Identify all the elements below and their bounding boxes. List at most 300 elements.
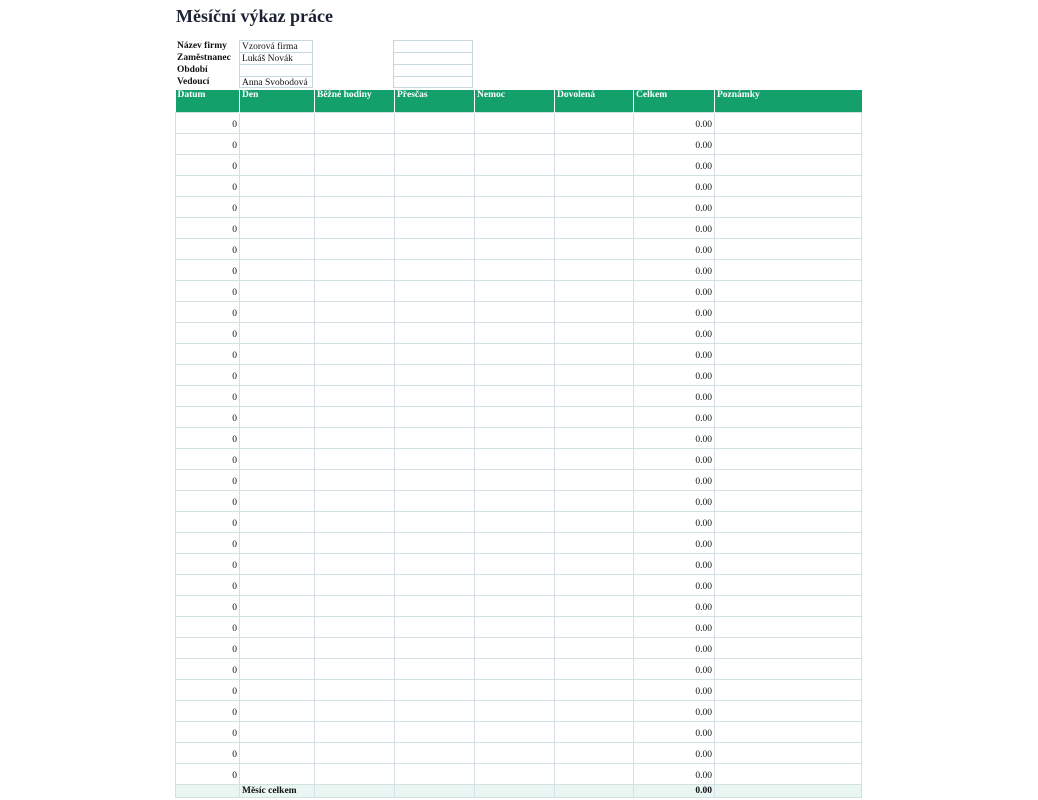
- cell-day[interactable]: [240, 112, 315, 133]
- cell-day[interactable]: [240, 700, 315, 721]
- cell-vacation[interactable]: [555, 196, 634, 217]
- cell-notes[interactable]: [715, 112, 862, 133]
- cell-regular-hours[interactable]: [315, 763, 395, 784]
- total-cell-sick: [475, 784, 555, 797]
- cell-total[interactable]: 0.00: [634, 490, 715, 511]
- cell-total[interactable]: 0.00: [634, 553, 715, 574]
- cell-sick[interactable]: [475, 322, 555, 343]
- cell-sick[interactable]: [475, 406, 555, 427]
- cell-notes[interactable]: [715, 238, 862, 259]
- cell-total[interactable]: 0.00: [634, 469, 715, 490]
- cell-overtime[interactable]: [395, 469, 475, 490]
- cell-sick[interactable]: [475, 238, 555, 259]
- cell-vacation[interactable]: [555, 763, 634, 784]
- cell-date[interactable]: 0: [176, 175, 240, 196]
- cell-total[interactable]: 0.00: [634, 217, 715, 238]
- cell-sick[interactable]: [475, 616, 555, 637]
- page-title: Měsíční výkaz práce: [176, 6, 333, 26]
- cell-total[interactable]: 0.00: [634, 679, 715, 700]
- cell-regular-hours[interactable]: [315, 532, 395, 553]
- cell-sick[interactable]: [475, 700, 555, 721]
- cell-date[interactable]: 0: [176, 385, 240, 406]
- cell-day[interactable]: [240, 490, 315, 511]
- cell-total[interactable]: 0.00: [634, 238, 715, 259]
- cell-sick[interactable]: [475, 427, 555, 448]
- cell-date[interactable]: 0: [176, 301, 240, 322]
- cell-vacation[interactable]: [555, 364, 634, 385]
- cell-overtime[interactable]: [395, 112, 475, 133]
- cell-notes[interactable]: [715, 700, 862, 721]
- cell-regular-hours[interactable]: [315, 301, 395, 322]
- table-row: [176, 595, 862, 616]
- cell-notes[interactable]: [715, 406, 862, 427]
- cell-day[interactable]: [240, 427, 315, 448]
- cell-date[interactable]: 0: [176, 595, 240, 616]
- cell-notes[interactable]: [715, 385, 862, 406]
- cell-total[interactable]: 0.00: [634, 763, 715, 784]
- cell-regular-hours[interactable]: [315, 133, 395, 154]
- cell-overtime[interactable]: [395, 595, 475, 616]
- total-cell-date: [176, 784, 240, 797]
- cell-date[interactable]: 0: [176, 259, 240, 280]
- cell-overtime[interactable]: [395, 616, 475, 637]
- table-row: [176, 154, 862, 175]
- cell-vacation[interactable]: [555, 112, 634, 133]
- cell-sick[interactable]: [475, 196, 555, 217]
- company-name-field[interactable]: Vzorová firma: [239, 40, 313, 52]
- cell-day[interactable]: [240, 742, 315, 763]
- cell-vacation[interactable]: [555, 385, 634, 406]
- cell-vacation[interactable]: [555, 217, 634, 238]
- info-extra-cell[interactable]: [393, 76, 473, 88]
- cell-day[interactable]: [240, 721, 315, 742]
- cell-total[interactable]: 0.00: [634, 721, 715, 742]
- cell-vacation[interactable]: [555, 658, 634, 679]
- table-row: [176, 700, 862, 721]
- cell-day[interactable]: [240, 448, 315, 469]
- cell-date[interactable]: 0: [176, 343, 240, 364]
- cell-overtime[interactable]: [395, 721, 475, 742]
- cell-total[interactable]: 0.00: [634, 574, 715, 595]
- cell-date[interactable]: 0: [176, 679, 240, 700]
- cell-vacation[interactable]: [555, 679, 634, 700]
- cell-date[interactable]: 0: [176, 742, 240, 763]
- cell-day[interactable]: [240, 301, 315, 322]
- cell-sick[interactable]: [475, 154, 555, 175]
- cell-day[interactable]: [240, 637, 315, 658]
- table-row: [176, 553, 862, 574]
- cell-regular-hours[interactable]: [315, 595, 395, 616]
- cell-total[interactable]: 0.00: [634, 133, 715, 154]
- cell-overtime[interactable]: [395, 259, 475, 280]
- cell-notes[interactable]: [715, 448, 862, 469]
- cell-sick[interactable]: [475, 133, 555, 154]
- cell-total[interactable]: 0.00: [634, 196, 715, 217]
- cell-regular-hours[interactable]: [315, 154, 395, 175]
- cell-vacation[interactable]: [555, 511, 634, 532]
- table-row: [176, 175, 862, 196]
- cell-regular-hours[interactable]: [315, 238, 395, 259]
- cell-sick[interactable]: [475, 259, 555, 280]
- cell-sick[interactable]: [475, 637, 555, 658]
- cell-notes[interactable]: [715, 616, 862, 637]
- table-row: [176, 112, 862, 133]
- cell-sick[interactable]: [475, 448, 555, 469]
- table-row: [176, 721, 862, 742]
- cell-overtime[interactable]: [395, 343, 475, 364]
- cell-vacation[interactable]: [555, 238, 634, 259]
- cell-date[interactable]: 0: [176, 112, 240, 133]
- table-row: [176, 742, 862, 763]
- cell-notes[interactable]: [715, 343, 862, 364]
- cell-sick[interactable]: [475, 679, 555, 700]
- cell-notes[interactable]: [715, 196, 862, 217]
- cell-day[interactable]: [240, 658, 315, 679]
- cell-regular-hours[interactable]: [315, 217, 395, 238]
- cell-date[interactable]: 0: [176, 658, 240, 679]
- timesheet-table: [175, 90, 862, 798]
- cell-overtime[interactable]: [395, 427, 475, 448]
- employee-name-field[interactable]: Lukáš Novák: [239, 52, 313, 64]
- cell-notes[interactable]: [715, 532, 862, 553]
- cell-total[interactable]: 0.00: [634, 385, 715, 406]
- cell-day[interactable]: [240, 616, 315, 637]
- manager-name-field[interactable]: Anna Svobodová: [239, 76, 313, 88]
- cell-notes[interactable]: [715, 553, 862, 574]
- cell-sick[interactable]: [475, 574, 555, 595]
- cell-vacation[interactable]: [555, 616, 634, 637]
- cell-sick[interactable]: [475, 469, 555, 490]
- cell-notes[interactable]: [715, 595, 862, 616]
- cell-regular-hours[interactable]: [315, 406, 395, 427]
- cell-overtime[interactable]: [395, 553, 475, 574]
- cell-vacation[interactable]: [555, 427, 634, 448]
- cell-date[interactable]: 0: [176, 721, 240, 742]
- cell-date[interactable]: 0: [176, 637, 240, 658]
- cell-overtime[interactable]: [395, 154, 475, 175]
- table-row: [176, 217, 862, 238]
- cell-sick[interactable]: [475, 721, 555, 742]
- cell-total[interactable]: 0.00: [634, 343, 715, 364]
- table-body: [176, 112, 862, 797]
- cell-date[interactable]: 0: [176, 364, 240, 385]
- cell-total[interactable]: 0.00: [634, 448, 715, 469]
- cell-vacation[interactable]: [555, 133, 634, 154]
- cell-date[interactable]: 0: [176, 532, 240, 553]
- table-row: [176, 301, 862, 322]
- cell-sick[interactable]: [475, 112, 555, 133]
- cell-day[interactable]: [240, 259, 315, 280]
- cell-notes[interactable]: [715, 721, 862, 742]
- cell-day[interactable]: [240, 553, 315, 574]
- table-row: [176, 658, 862, 679]
- cell-regular-hours[interactable]: [315, 637, 395, 658]
- cell-vacation[interactable]: [555, 343, 634, 364]
- cell-regular-hours[interactable]: [315, 553, 395, 574]
- table-row: [176, 238, 862, 259]
- cell-notes[interactable]: [715, 217, 862, 238]
- cell-overtime[interactable]: [395, 406, 475, 427]
- cell-total[interactable]: 0.00: [634, 616, 715, 637]
- cell-overtime[interactable]: [395, 322, 475, 343]
- table-row: [176, 196, 862, 217]
- cell-notes[interactable]: [715, 469, 862, 490]
- cell-day[interactable]: [240, 679, 315, 700]
- table-row: [176, 406, 862, 427]
- cell-overtime[interactable]: [395, 532, 475, 553]
- cell-date[interactable]: 0: [176, 574, 240, 595]
- cell-regular-hours[interactable]: [315, 175, 395, 196]
- cell-notes[interactable]: [715, 637, 862, 658]
- cell-vacation[interactable]: [555, 259, 634, 280]
- total-row: [176, 784, 862, 797]
- cell-sick[interactable]: [475, 301, 555, 322]
- cell-overtime[interactable]: [395, 385, 475, 406]
- cell-day[interactable]: [240, 133, 315, 154]
- column-header-notes: Poznámky: [715, 90, 862, 112]
- cell-overtime[interactable]: [395, 511, 475, 532]
- cell-date[interactable]: 0: [176, 196, 240, 217]
- cell-date[interactable]: 0: [176, 511, 240, 532]
- cell-regular-hours[interactable]: [315, 259, 395, 280]
- cell-total[interactable]: 0.00: [634, 154, 715, 175]
- cell-sick[interactable]: [475, 385, 555, 406]
- cell-date[interactable]: 0: [176, 427, 240, 448]
- cell-total[interactable]: 0.00: [634, 742, 715, 763]
- info-label: Vedoucí: [177, 77, 210, 87]
- cell-regular-hours[interactable]: [315, 448, 395, 469]
- cell-notes[interactable]: [715, 175, 862, 196]
- cell-total[interactable]: 0.00: [634, 280, 715, 301]
- cell-notes[interactable]: [715, 133, 862, 154]
- cell-date[interactable]: 0: [176, 280, 240, 301]
- column-header-vacation: Dovolená: [555, 90, 634, 112]
- cell-notes[interactable]: [715, 364, 862, 385]
- cell-regular-hours[interactable]: [315, 385, 395, 406]
- cell-total[interactable]: 0.00: [634, 322, 715, 343]
- cell-overtime[interactable]: [395, 238, 475, 259]
- cell-vacation[interactable]: [555, 469, 634, 490]
- total-cell-regular-hours: [315, 784, 395, 797]
- cell-regular-hours[interactable]: [315, 490, 395, 511]
- cell-overtime[interactable]: [395, 280, 475, 301]
- cell-vacation[interactable]: [555, 322, 634, 343]
- cell-sick[interactable]: [475, 553, 555, 574]
- table-row: [176, 763, 862, 784]
- cell-notes[interactable]: [715, 742, 862, 763]
- cell-vacation[interactable]: [555, 490, 634, 511]
- cell-date[interactable]: 0: [176, 322, 240, 343]
- cell-vacation[interactable]: [555, 553, 634, 574]
- cell-overtime[interactable]: [395, 658, 475, 679]
- cell-overtime[interactable]: [395, 217, 475, 238]
- cell-total[interactable]: 0.00: [634, 595, 715, 616]
- cell-regular-hours[interactable]: [315, 721, 395, 742]
- cell-vacation[interactable]: [555, 637, 634, 658]
- cell-day[interactable]: [240, 511, 315, 532]
- cell-day[interactable]: [240, 574, 315, 595]
- cell-day[interactable]: [240, 385, 315, 406]
- info-label: Název firmy: [177, 41, 227, 51]
- info-extra-cell[interactable]: [393, 40, 473, 52]
- cell-regular-hours[interactable]: [315, 742, 395, 763]
- cell-sick[interactable]: [475, 280, 555, 301]
- cell-total[interactable]: 0.00: [634, 175, 715, 196]
- cell-overtime[interactable]: [395, 679, 475, 700]
- cell-date[interactable]: 0: [176, 616, 240, 637]
- cell-total[interactable]: 0.00: [634, 658, 715, 679]
- cell-sick[interactable]: [475, 658, 555, 679]
- cell-vacation[interactable]: [555, 532, 634, 553]
- cell-day[interactable]: [240, 175, 315, 196]
- cell-day[interactable]: [240, 532, 315, 553]
- table-row: [176, 427, 862, 448]
- cell-overtime[interactable]: [395, 133, 475, 154]
- cell-date[interactable]: 0: [176, 763, 240, 784]
- cell-day[interactable]: [240, 238, 315, 259]
- cell-overtime[interactable]: [395, 364, 475, 385]
- cell-overtime[interactable]: [395, 490, 475, 511]
- cell-regular-hours[interactable]: [315, 511, 395, 532]
- cell-day[interactable]: [240, 595, 315, 616]
- cell-regular-hours[interactable]: [315, 574, 395, 595]
- cell-total[interactable]: 0.00: [634, 406, 715, 427]
- cell-regular-hours[interactable]: [315, 679, 395, 700]
- cell-sick[interactable]: [475, 511, 555, 532]
- cell-notes[interactable]: [715, 511, 862, 532]
- cell-total[interactable]: 0.00: [634, 700, 715, 721]
- cell-notes[interactable]: [715, 763, 862, 784]
- cell-total[interactable]: 0.00: [634, 637, 715, 658]
- cell-sick[interactable]: [475, 490, 555, 511]
- cell-notes[interactable]: [715, 322, 862, 343]
- cell-day[interactable]: [240, 196, 315, 217]
- cell-overtime[interactable]: [395, 175, 475, 196]
- cell-vacation[interactable]: [555, 574, 634, 595]
- cell-date[interactable]: 0: [176, 133, 240, 154]
- cell-overtime[interactable]: [395, 637, 475, 658]
- cell-day[interactable]: [240, 343, 315, 364]
- cell-regular-hours[interactable]: [315, 364, 395, 385]
- table-row: [176, 469, 862, 490]
- column-header-overtime: Přesčas: [395, 90, 475, 112]
- cell-vacation[interactable]: [555, 301, 634, 322]
- cell-total[interactable]: 0.00: [634, 364, 715, 385]
- cell-overtime[interactable]: [395, 301, 475, 322]
- cell-regular-hours[interactable]: [315, 469, 395, 490]
- cell-notes[interactable]: [715, 280, 862, 301]
- table-row: [176, 280, 862, 301]
- cell-sick[interactable]: [475, 742, 555, 763]
- cell-date[interactable]: 0: [176, 700, 240, 721]
- cell-total[interactable]: 0.00: [634, 259, 715, 280]
- cell-day[interactable]: [240, 322, 315, 343]
- cell-overtime[interactable]: [395, 574, 475, 595]
- cell-regular-hours[interactable]: [315, 658, 395, 679]
- cell-vacation[interactable]: [555, 154, 634, 175]
- cell-day[interactable]: [240, 469, 315, 490]
- cell-regular-hours[interactable]: [315, 322, 395, 343]
- cell-overtime[interactable]: [395, 196, 475, 217]
- total-label: Měsíc celkem: [240, 784, 315, 797]
- cell-regular-hours[interactable]: [315, 700, 395, 721]
- cell-vacation[interactable]: [555, 742, 634, 763]
- cell-overtime[interactable]: [395, 763, 475, 784]
- cell-notes[interactable]: [715, 259, 862, 280]
- cell-total[interactable]: 0.00: [634, 112, 715, 133]
- cell-day[interactable]: [240, 406, 315, 427]
- cell-notes[interactable]: [715, 658, 862, 679]
- cell-day[interactable]: [240, 364, 315, 385]
- cell-vacation[interactable]: [555, 721, 634, 742]
- cell-regular-hours[interactable]: [315, 616, 395, 637]
- cell-date[interactable]: 0: [176, 238, 240, 259]
- cell-regular-hours[interactable]: [315, 196, 395, 217]
- cell-date[interactable]: 0: [176, 553, 240, 574]
- cell-regular-hours[interactable]: [315, 112, 395, 133]
- cell-notes[interactable]: [715, 301, 862, 322]
- cell-notes[interactable]: [715, 154, 862, 175]
- cell-notes[interactable]: [715, 427, 862, 448]
- cell-day[interactable]: [240, 280, 315, 301]
- cell-vacation[interactable]: [555, 175, 634, 196]
- cell-date[interactable]: 0: [176, 154, 240, 175]
- cell-day[interactable]: [240, 763, 315, 784]
- cell-vacation[interactable]: [555, 448, 634, 469]
- cell-notes[interactable]: [715, 490, 862, 511]
- cell-regular-hours[interactable]: [315, 343, 395, 364]
- cell-overtime[interactable]: [395, 448, 475, 469]
- cell-sick[interactable]: [475, 343, 555, 364]
- cell-total[interactable]: 0.00: [634, 511, 715, 532]
- cell-overtime[interactable]: [395, 700, 475, 721]
- cell-vacation[interactable]: [555, 406, 634, 427]
- cell-sick[interactable]: [475, 175, 555, 196]
- table-row: [176, 511, 862, 532]
- cell-regular-hours[interactable]: [315, 280, 395, 301]
- table-row: [176, 364, 862, 385]
- cell-sick[interactable]: [475, 532, 555, 553]
- total-cell-vacation: [555, 784, 634, 797]
- cell-vacation[interactable]: [555, 700, 634, 721]
- cell-day[interactable]: [240, 154, 315, 175]
- period-field[interactable]: [239, 64, 313, 76]
- cell-total[interactable]: 0.00: [634, 301, 715, 322]
- info-extra-cell[interactable]: [393, 52, 473, 64]
- cell-sick[interactable]: [475, 217, 555, 238]
- cell-sick[interactable]: [475, 595, 555, 616]
- cell-overtime[interactable]: [395, 742, 475, 763]
- cell-date[interactable]: 0: [176, 490, 240, 511]
- total-value: 0.00: [634, 784, 715, 797]
- cell-date[interactable]: 0: [176, 406, 240, 427]
- cell-notes[interactable]: [715, 574, 862, 595]
- cell-day[interactable]: [240, 217, 315, 238]
- cell-regular-hours[interactable]: [315, 427, 395, 448]
- info-extra-cell[interactable]: [393, 64, 473, 76]
- column-header-date: Datum: [176, 90, 240, 112]
- cell-sick[interactable]: [475, 763, 555, 784]
- cell-date[interactable]: 0: [176, 469, 240, 490]
- cell-date[interactable]: 0: [176, 448, 240, 469]
- cell-vacation[interactable]: [555, 280, 634, 301]
- cell-notes[interactable]: [715, 679, 862, 700]
- cell-sick[interactable]: [475, 364, 555, 385]
- cell-total[interactable]: 0.00: [634, 427, 715, 448]
- cell-date[interactable]: 0: [176, 217, 240, 238]
- cell-vacation[interactable]: [555, 595, 634, 616]
- cell-total[interactable]: 0.00: [634, 532, 715, 553]
